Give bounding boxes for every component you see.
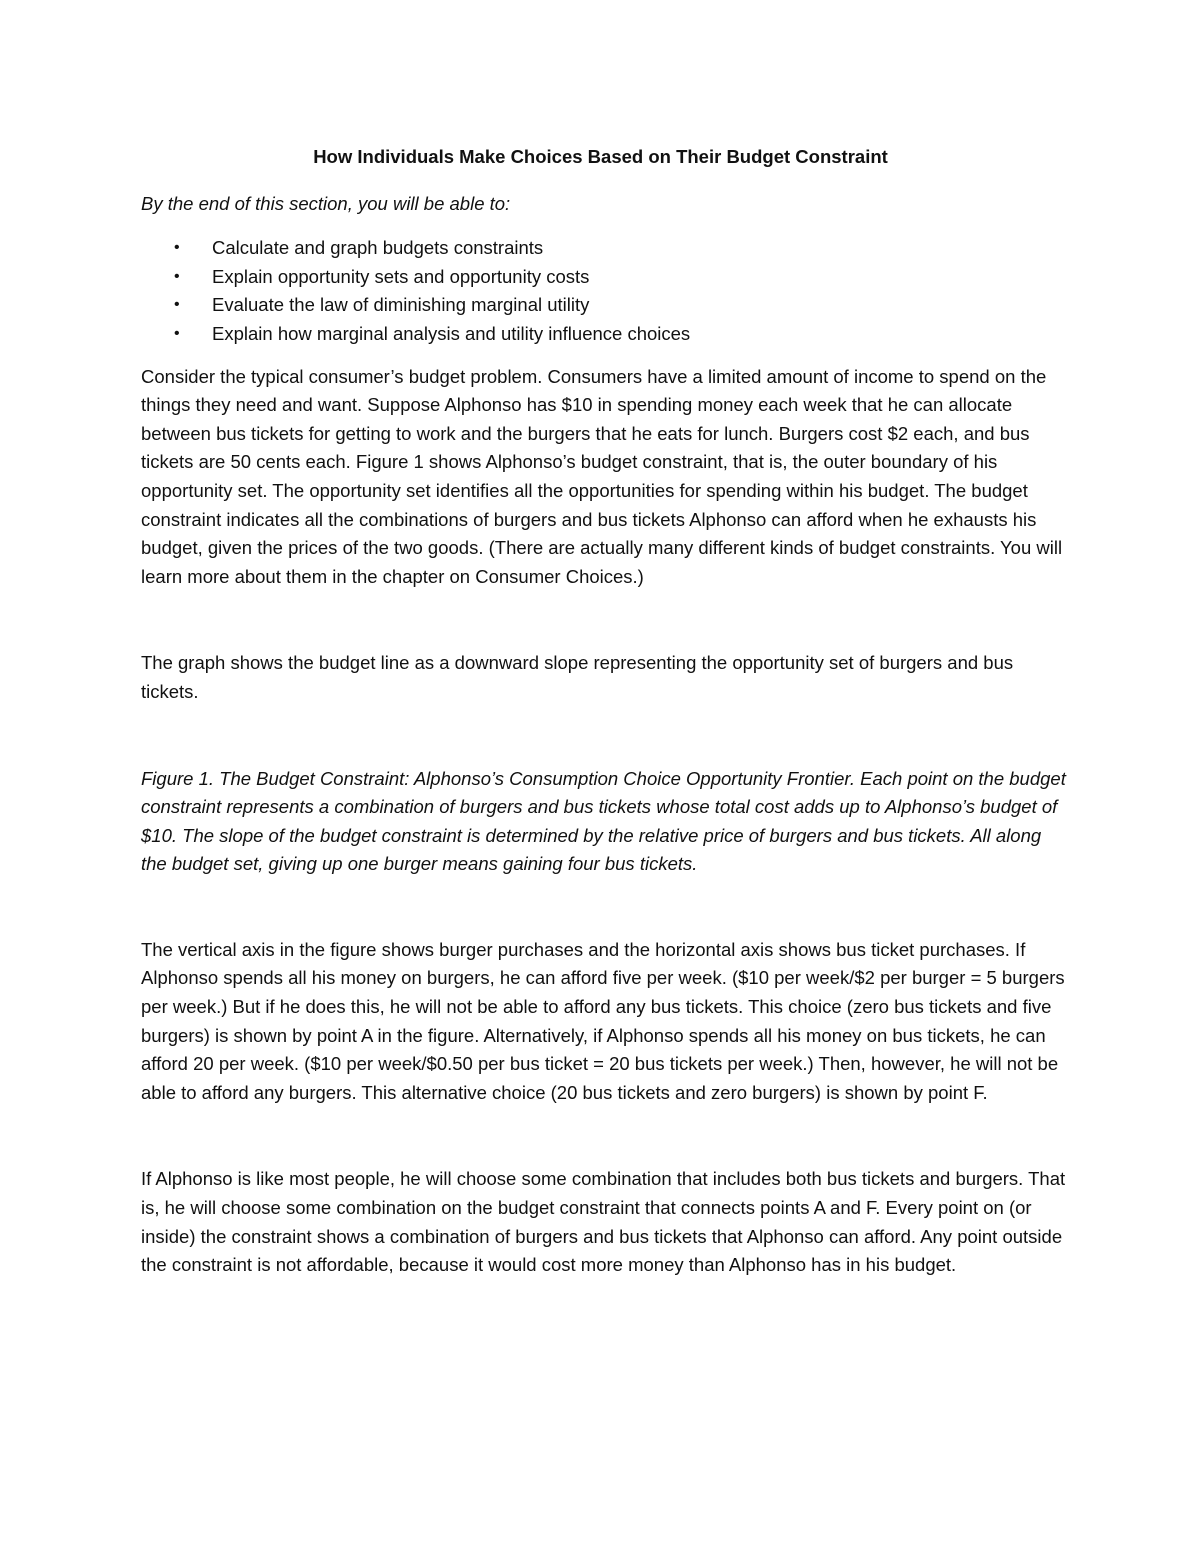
objective-text: Explain how marginal analysis and utility influence choices <box>212 322 691 344</box>
objective-text: Calculate and graph budgets constraints <box>212 237 544 259</box>
combination-choice-paragraph: If Alphonso is like most people, he will choose some combination that includes both bus tickets and burgers. That is, he will choose some combination on the budget constraint that connects points A and F. Every point on (or inside) the constraint shows a combination of burgers and bus tickets that Alphonso can afford. Any point outside the constraint is not affordable, because it would cost more money than Alphonso has in his budget. <box>141 1168 1066 1276</box>
page-title: How Individuals Make Choices Based on Their Budget Constraint <box>313 146 888 167</box>
objectives-list <box>141 234 1066 348</box>
objective-text: Explain opportunity sets and opportunity costs <box>212 265 590 287</box>
list-item <box>141 234 1066 263</box>
objectives-intro: By the end of this section, you will be able to: <box>141 192 511 214</box>
intro-paragraph: Consider the typical consumer’s budget problem. Consumers have a limited amount of income to spend on the things they need and want. Suppose Alphonso has $10 in spending money each week that he can allocate between bus tickets for getting to work and the burgers that he eats for lunch. Burgers cost $2 each, and bus tickets are 50 cents each. Figure 1 shows Alphonso’s budget constraint, that is, the outer boundary of his opportunity set. The opportunity set identifies all the opportunities for spending within his budget. The budget constraint indicates all the combinations of burgers and bus tickets Alphonso can afford when he exhausts his budget, given the prices of the two goods. (There are actually many different kinds of budget constraints. You will learn more about them in the chapter on Consumer Choices.) <box>141 365 1063 587</box>
bullet-icon: • <box>174 267 180 285</box>
list-item <box>141 291 1066 320</box>
figure-caption: Figure 1. The Budget Constraint: Alphonso’s Consumption Choice Opportunity Frontier. Each point on the budget constraint represents a combination of burgers and bus tickets whose total cost adds up to Alphonso’s budget of $10. The slope of the budget constraint is determined by the relative price of burgers and bus tickets. All along the budget set, giving up one burger means gaining four bus tickets. <box>141 767 1066 875</box>
document-body <box>141 143 1066 1280</box>
axes-explanation-paragraph: The vertical axis in the figure shows burger purchases and the horizontal axis shows bus ticket purchases. If Alphonso spends all his money on burgers, he can afford five per week. ($10 per week/$2 per burger = 5 burgers per week.) But if he does this, he will not be able to afford any bus tickets. This choice (zero bus tickets and five burgers) is shown by point A in the figure. Alternatively, if Alphonso spends all his money on bus tickets, he can afford 20 per week. ($10 per week/$0.50 per bus ticket = 20 bus tickets per week.) Then, however, he will not be able to afford any burgers. This alternative choice (20 bus tickets and zero burgers) is shown by point F. <box>141 938 1065 1103</box>
bullet-icon: • <box>174 239 180 257</box>
bullet-icon: • <box>174 324 180 342</box>
objective-text: Evaluate the law of diminishing marginal utility <box>212 294 590 316</box>
list-item <box>141 263 1066 292</box>
list-item <box>141 320 1066 349</box>
graph-description-paragraph: The graph shows the budget line as a downward slope representing the opportunity set of burgers and bus tickets. <box>141 652 1014 702</box>
bullet-icon: • <box>174 296 180 314</box>
